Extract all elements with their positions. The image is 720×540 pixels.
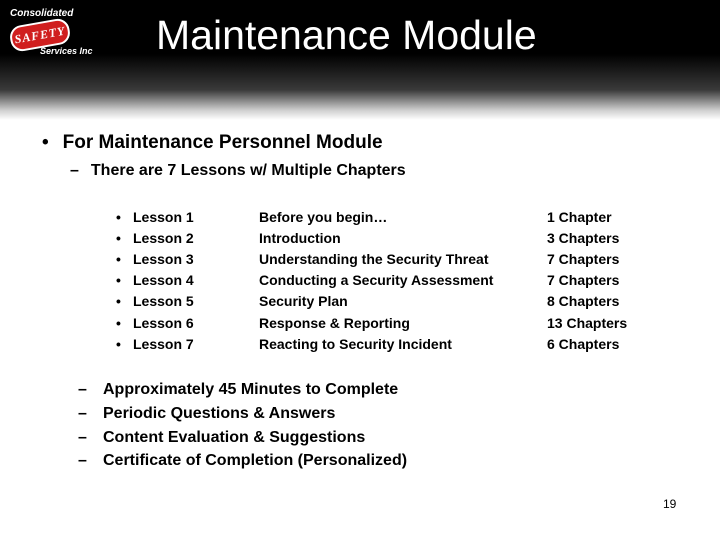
lesson-name: Lesson 6 [133,314,194,331]
list-item [78,449,407,473]
list-item [78,426,407,450]
lesson-title: Reacting to Security Incident [259,335,452,352]
lesson-chapters: 7 Chapters [547,272,620,289]
table-row [116,312,627,333]
lesson-chapters: 6 Chapters [547,335,620,352]
lesson-name: Lesson 5 [133,293,194,310]
company-logo [4,4,96,62]
list-item [78,378,407,402]
detail-text: Certificate of Completion (Personalized) [103,452,408,470]
lesson-title: Conducting a Security Assessment [259,272,494,289]
bullet-dot-icon: • [116,229,121,246]
list-item [78,402,407,426]
lesson-name: Lesson 7 [133,335,194,352]
logo-line1: Consolidated [10,8,74,19]
lesson-name: Lesson 3 [133,250,194,267]
bullet-dot-icon: • [116,208,121,225]
main-bullet [42,132,383,154]
lesson-chapters: 7 Chapters [547,250,620,267]
lesson-name: Lesson 1 [133,208,194,225]
detail-text: Approximately 45 Minutes to Complete [103,381,399,398]
detail-text: Content Evaluation & Suggestions [103,428,366,446]
dash-icon: – [78,428,87,446]
lesson-title: Security Plan [259,293,348,310]
lesson-chapters: 13 Chapters [547,314,628,331]
dash-icon: – [78,452,87,470]
bullet-dot-icon: • [116,293,121,310]
lesson-name: Lesson 2 [133,229,194,246]
logo-line3: Services Inc [40,46,93,56]
bullet-dot-icon: • [116,272,121,289]
lesson-chapters: 1 Chapter [547,208,612,225]
sub-bullet-text: There are 7 Lessons w/ Multiple Chapters [90,162,406,179]
lesson-title: Response & Reporting [259,314,410,331]
slide-title: Maintenance Module [156,12,537,58]
dash-icon: – [78,404,87,422]
table-row [116,270,627,291]
lesson-chapters: 3 Chapters [547,229,620,246]
bullet-dot-icon: • [116,335,121,352]
table-row [116,248,627,269]
main-bullet-text: For Maintenance Personnel Module [62,132,383,153]
lessons-table [116,206,627,354]
table-row [116,333,627,354]
bullet-dot-icon: • [116,314,121,331]
lesson-title: Introduction [259,229,341,246]
table-row [116,227,627,248]
lesson-name: Lesson 4 [133,272,194,289]
bullet-dot-icon: • [116,250,121,267]
table-row [116,291,627,312]
details-list [78,378,407,473]
detail-text: Periodic Questions & Answers [103,404,336,422]
lesson-title: Before you begin… [259,208,388,225]
bullet-dot-icon: • [42,132,49,153]
sub-bullet [70,162,406,180]
lesson-title: Understanding the Security Threat [259,250,489,267]
page-number: 19 [663,497,677,511]
table-row [116,206,627,227]
dash-icon: – [78,381,87,398]
lesson-chapters: 8 Chapters [547,293,620,310]
slide-header [0,0,720,120]
dash-icon: – [70,162,79,179]
logo-badge: SAFETY [8,17,72,53]
